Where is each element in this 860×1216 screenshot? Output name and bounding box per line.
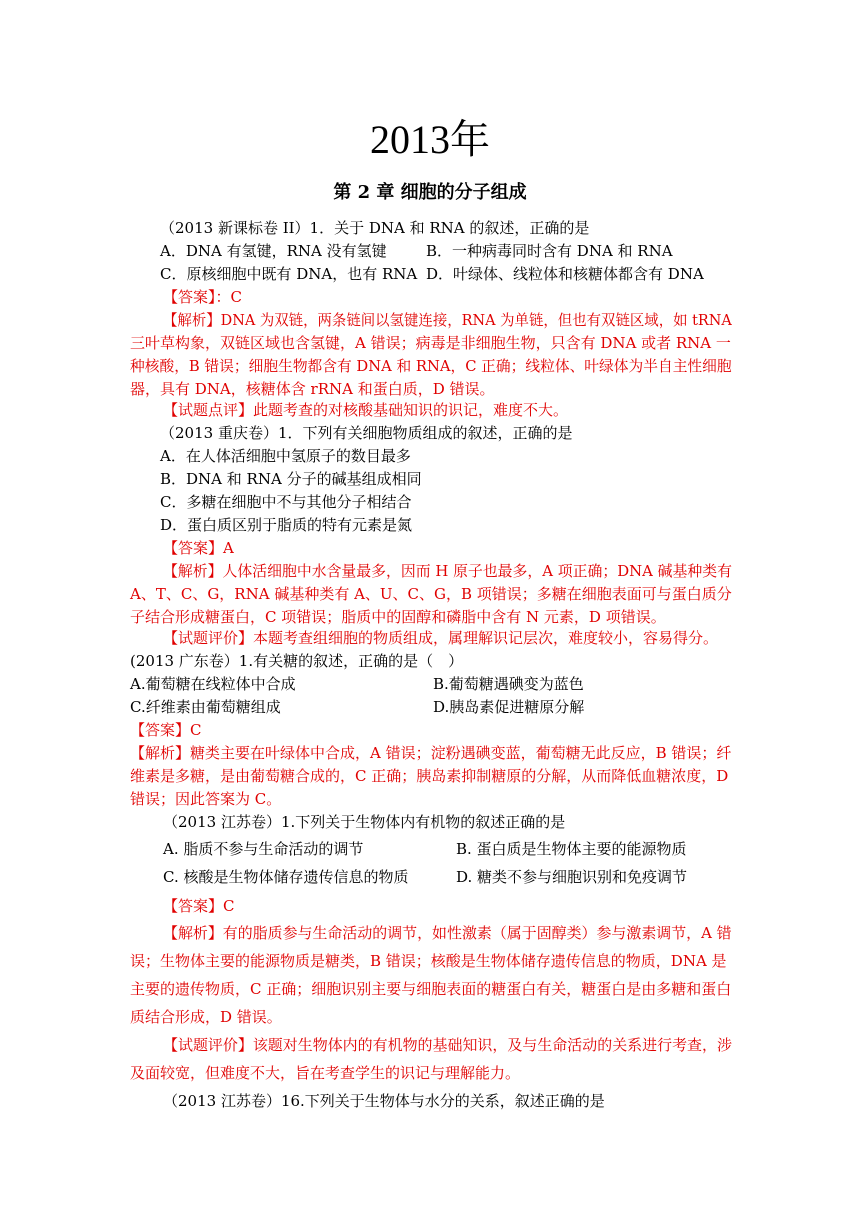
q2-answer: 【答案】A [163, 539, 234, 557]
q4-option-c: C. 核酸是生物体储存遗传信息的物质 [163, 868, 409, 886]
q1-comment: 【试题点评】此题考查的对核酸基础知识的识记，难度不大。 [163, 401, 569, 419]
q1-option-b: B．一种病毒同时含有 DNA 和 RNA [426, 242, 673, 260]
q2-comment: 【试题评价】本题考查组细胞的物质组成，属理解识记层次，难度较小，容易得分。 [163, 629, 719, 647]
q3-analysis-line: 错误；因此答案为 C。 [130, 790, 282, 808]
q3-stem: (2013 广东卷）1.有关糖的叙述，正确的是（ ） [130, 652, 464, 670]
q2-analysis-line: 【解析】人体活细胞中水含量最多，因而 H 原子也最多，A 项正确；DNA 碱基种类有 [163, 562, 732, 580]
q1-analysis-line: 【解析】DNA 为双链，两条链间以氢键连接，RNA 为单链，但也有双链区域，如 tRNA [163, 311, 732, 329]
q1-analysis-line: 器，具有 DNA，核糖体含 rRNA 和蛋白质，D 错误。 [130, 380, 495, 398]
q3-analysis-line: 维素是多糖，是由葡萄糖合成的，C 正确；胰岛素抑制糖原的分解，从而降低血糖浓度，D [130, 767, 729, 785]
q1-option-c: C．原核细胞中既有 DNA，也有 RNA [160, 265, 418, 283]
q2-option-a: A．在人体活细胞中氢原子的数目最多 [160, 447, 411, 465]
q1-analysis-line: 种核酸，B 错误；细胞生物都含有 DNA 和 RNA，C 正确；线粒体、叶绿体为半自主性细胞 [130, 357, 732, 375]
q1-analysis-line: 三叶草构象，双链区域也含氢键，A 错误；病毒是非细胞生物，只含有 DNA 或者 RNA 一 [130, 334, 731, 352]
q4-analysis-line: 【解析】有的脂质参与生命活动的调节，如性激素（属于固醇类）参与激素调节，A 错 [163, 924, 732, 942]
q4-analysis-line: 主要的遗传物质，C 正确；细胞识别主要与细胞表面的糖蛋白有关，糖蛋白是由多糖和蛋白 [130, 980, 732, 998]
q1-answer: 【答案】：C [163, 288, 242, 306]
q4-comment: 【试题评价】该题对生物体内的有机物的基础知识，及与生命活动的关系进行考查，涉 [163, 1036, 732, 1054]
q4-comment: 及面较宽，但难度不大，旨在考查学生的识记与理解能力。 [130, 1064, 521, 1082]
chapter-heading: 第 2 章 细胞的分子组成 [333, 182, 527, 203]
q2-stem: （2013 重庆卷）1．下列有关细胞物质组成的叙述，正确的是 [160, 424, 573, 442]
q4-analysis-line: 误；生物体主要的能源物质是糖类，B 错误；核酸是生物体储存遗传信息的物质，DNA 是 [130, 952, 727, 970]
q1-option-d: D．叶绿体、线粒体和核糖体都含有 DNA [426, 265, 704, 283]
page-title: 2013年 [370, 117, 490, 162]
q3-option-c: C.纤维素由葡萄糖组成 [130, 698, 281, 716]
q2-option-d: D．蛋白质区别于脂质的特有元素是氮 [160, 516, 413, 534]
q4-answer: 【答案】C [163, 897, 235, 915]
q1-option-a: A．DNA 有氢键，RNA 没有氢键 [160, 242, 387, 260]
q4-analysis-line: 质结合形成，D 错误。 [130, 1008, 282, 1026]
q2-analysis-line: A、T、C、G，RNA 碱基种类有 A、U、C、G，B 项错误；多糖在细胞表面可与蛋白质分 [130, 585, 732, 603]
q4-option-b: B. 蛋白质是生物体主要的能源物质 [456, 840, 687, 858]
q4-option-a: A. 脂质不参与生命活动的调节 [163, 840, 364, 858]
q3-option-b: B.葡萄糖遇碘变为蓝色 [433, 675, 584, 693]
q4-stem: （2013 江苏卷）1.下列关于生物体内有机物的叙述正确的是 [163, 813, 566, 831]
q4-option-d: D. 糖类不参与细胞识别和免疫调节 [456, 868, 688, 886]
q3-answer: 【答案】C [130, 721, 202, 739]
q2-analysis-line: 子结合形成糖蛋白，C 项错误；脂质中的固醇和磷脂中含有 N 元素，D 项错误。 [130, 608, 666, 626]
q3-option-d: D.胰岛素促进糖原分解 [433, 698, 585, 716]
q3-analysis-line: 【解析】糖类主要在叶绿体中合成，A 错误；淀粉遇碘变蓝，葡萄糖无此反应，B 错误；纤 [130, 744, 732, 762]
q3-option-a: A.葡萄糖在线粒体中合成 [130, 675, 296, 693]
q2-option-b: B．DNA 和 RNA 分子的碱基组成相同 [160, 470, 422, 488]
q5-stem: （2013 江苏卷）16.下列关于生物体与水分的关系，叙述正确的是 [163, 1092, 605, 1110]
q2-option-c: C．多糖在细胞中不与其他分子相结合 [160, 493, 412, 511]
q1-stem: （2013 新课标卷 II）1．关于 DNA 和 RNA 的叙述，正确的是 [160, 219, 590, 237]
